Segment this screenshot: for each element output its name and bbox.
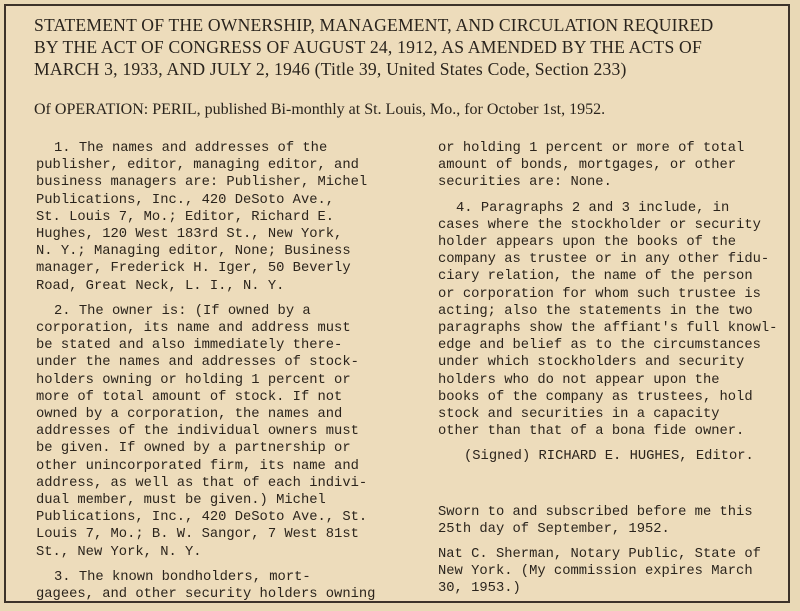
text-line: cases where the stockholder or security xyxy=(438,217,761,233)
paragraph-3 xyxy=(36,569,388,603)
right-column xyxy=(438,140,790,466)
heading-line: MARCH 3, 1933, AND JULY 2, 1946 (Title 39, United States Code, Section 233) xyxy=(34,59,627,79)
text-line: be stated and also immediately there- xyxy=(36,338,343,354)
text-line: Hughes, 120 West 183rd St., New York, xyxy=(36,227,343,243)
paragraph-2 xyxy=(36,303,388,561)
text-line: holders who do not appear upon the xyxy=(438,372,720,388)
signature-line: (Signed) RICHARD E. HUGHES, Editor. xyxy=(464,449,754,465)
text-line: books of the company as trustees, hold xyxy=(438,389,753,405)
text-line: 4. Paragraphs 2 and 3 include, in xyxy=(456,200,730,216)
text-line: Publications, Inc., 420 DeSoto Ave., xyxy=(36,192,335,208)
paragraph-4 xyxy=(438,200,790,441)
text-line: St. Louis 7, Mo.; Editor, Richard E. xyxy=(36,209,335,225)
text-line: New York. (My commission expires March xyxy=(438,564,753,580)
operation-line: Of OPERATION: PERIL, published Bi-monthly at St. Louis, Mo., for October 1st, 1952. xyxy=(34,101,606,118)
text-line: publisher, editor, managing editor, and xyxy=(36,158,359,174)
statement-frame xyxy=(4,4,790,603)
text-line: under the names and addresses of stock- xyxy=(36,355,359,371)
text-line: Publications, Inc., 420 DeSoto Ave., St. xyxy=(36,510,368,526)
text-line: or holding 1 percent or more of total xyxy=(438,141,745,156)
text-line: 2. The owner is: (If owned by a xyxy=(54,303,311,319)
sworn-statement xyxy=(438,504,790,538)
text-line: dual member, must be given.) Michel xyxy=(36,493,326,509)
text-line: under which stockholders and security xyxy=(438,355,745,371)
text-line: other unincorporated firm, its name and xyxy=(36,458,359,474)
text-line: other than that of a bona fide owner. xyxy=(438,424,745,440)
text-line: corporation, its name and address must xyxy=(36,321,351,337)
text-line: Road, Great Neck, L. I., N. Y. xyxy=(36,278,285,294)
text-line: business managers are: Publisher, Michel xyxy=(36,175,368,191)
text-line: 1. The names and addresses of the xyxy=(54,141,328,156)
text-line: 30, 1953.) xyxy=(438,581,521,597)
text-line: more of total amount of stock. If not xyxy=(36,389,343,405)
text-line: owned by a corporation, the names and xyxy=(36,407,343,423)
heading-line: BY THE ACT OF CONGRESS OF AUGUST 24, 1912, AS AMENDED BY THE ACTS OF xyxy=(34,37,702,57)
text-line: address, as well as that of each indivi- xyxy=(36,475,368,491)
paragraph-1 xyxy=(36,140,388,295)
text-line: holders owning or holding 1 percent or xyxy=(36,372,351,388)
text-line: amount of bonds, mortgages, or other xyxy=(438,158,737,174)
text-line: manager, Frederick H. Iger, 50 Beverly xyxy=(36,261,351,277)
text-line: ciary relation, the name of the person xyxy=(438,269,753,285)
text-line: Sworn to and subscribed before me this xyxy=(438,505,753,520)
text-line: addresses of the individual owners must xyxy=(36,424,359,440)
text-line: Nat C. Sherman, Notary Public, State of xyxy=(438,547,761,562)
notary-block xyxy=(438,546,790,598)
text-line: edge and belief as to the circumstances xyxy=(438,338,761,354)
text-line: 25th day of September, 1952. xyxy=(438,522,670,538)
text-line: N. Y.; Managing editor, None; Business xyxy=(36,244,351,260)
text-line: or corporation for whom such trustee is xyxy=(438,286,761,302)
text-line: Louis 7, Mo.; B. W. Sangor, 7 West 81st xyxy=(36,527,359,543)
statement-heading xyxy=(34,14,786,80)
heading-line: STATEMENT OF THE OWNERSHIP, MANAGEMENT, AND CIRCULATION REQUIRED xyxy=(34,15,714,35)
text-line: St., New York, N. Y. xyxy=(36,544,202,560)
text-line: stock and securities in a capacity xyxy=(438,407,720,423)
text-line: holder appears upon the books of the xyxy=(438,235,737,251)
text-line: gagees, and other security holders owning xyxy=(36,587,376,603)
text-line: be given. If owned by a partnership or xyxy=(36,441,351,457)
left-column xyxy=(36,140,388,611)
paragraph-3-continued xyxy=(438,140,790,192)
text-line: acting; also the statements in the two xyxy=(438,303,753,319)
text-line: 3. The known bondholders, mort- xyxy=(54,569,311,585)
text-line: securities are: None. xyxy=(438,175,612,191)
text-line: paragraphs show the affiant's full knowl- xyxy=(438,321,778,337)
text-line: company as trustee or in any other fidu- xyxy=(438,252,770,268)
